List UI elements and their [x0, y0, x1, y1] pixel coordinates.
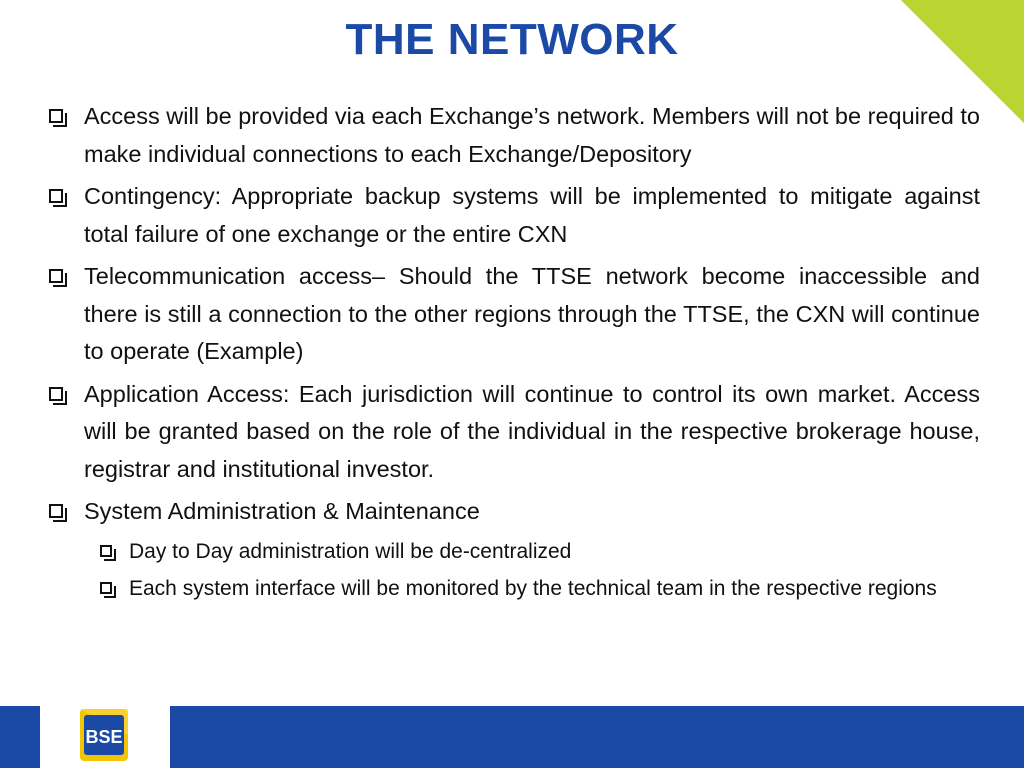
sub-bullet-list: [84, 534, 980, 606]
logo-text: BSE: [85, 727, 123, 747]
list-item: [44, 178, 980, 253]
page-title: THE NETWORK: [345, 15, 679, 64]
list-item: [44, 493, 980, 606]
bullet-text: Application Access: Each jurisdiction will continue to control its own market. Access will be granted based on the role of the individual in the respective brokerage house, registrar and institutional investor.: [84, 380, 980, 482]
checkbox-bullet-icon: [49, 504, 63, 518]
bse-logo: [74, 705, 134, 765]
checkbox-bullet-icon: [49, 109, 63, 123]
list-item: [44, 258, 980, 371]
bullet-text: Telecommunication access– Should the TTSE network become inaccessible and there is still a connection to the other regions through the TTSE, the CXN will continue to operate (Example): [84, 263, 980, 364]
checkbox-bullet-icon: [49, 189, 63, 203]
sub-list-item: [96, 571, 980, 606]
bullet-text: Contingency: Appropriate backup systems will be implemented to mitigate against total failure of one exchange or the entire CXN: [84, 183, 980, 247]
sub-list-item: [96, 534, 980, 569]
bullet-list: [44, 98, 980, 611]
checkbox-bullet-icon: [49, 387, 63, 401]
sub-bullet-text: Each system interface will be monitored by the technical team in the respective regions: [129, 576, 937, 600]
bullet-text: System Administration & Maintenance: [84, 498, 480, 524]
checkbox-bullet-icon: [100, 545, 112, 557]
list-item: [44, 376, 980, 489]
checkbox-bullet-icon: [100, 582, 112, 594]
sub-bullet-text: Day to Day administration will be de-centralized: [129, 539, 572, 563]
checkbox-bullet-icon: [49, 269, 63, 283]
bullet-text: Access will be provided via each Exchange’s network. Members will not be required to make individual connections to each Exchange/Depository: [84, 103, 980, 167]
list-item: [44, 98, 980, 173]
